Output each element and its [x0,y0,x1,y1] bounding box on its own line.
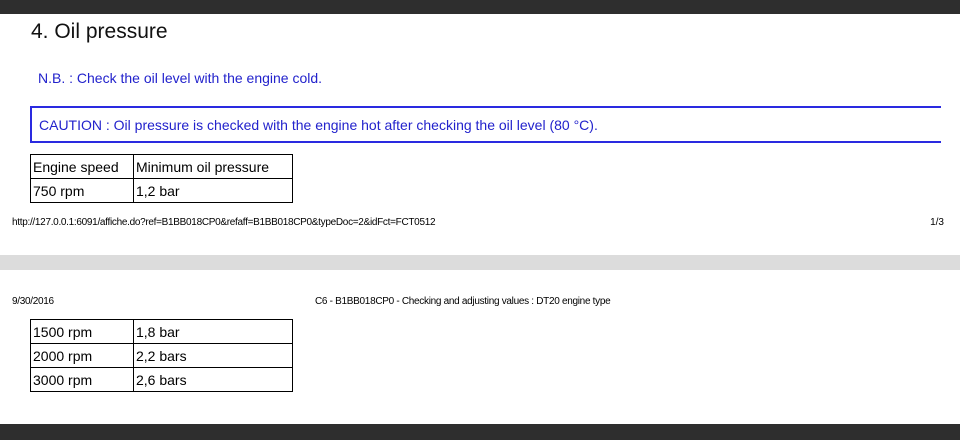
cell-oil-pressure: 2,6 bars [134,368,293,392]
cell-engine-speed: 1500 rpm [31,320,134,344]
section-title: 4. Oil pressure [31,20,168,43]
oil-pressure-table [30,154,293,203]
oil-pressure-table-continued [30,319,293,392]
cell-oil-pressure: 2,2 bars [134,344,293,368]
document-page-1 [0,14,960,255]
header-min-oil-pressure: Minimum oil pressure [134,155,293,179]
cell-engine-speed: 750 rpm [31,179,134,203]
page-separator [0,255,960,270]
caution-text: CAUTION : Oil pressure is checked with the engine hot after checking the oil level (80 °C). [39,117,598,133]
document-page-2 [0,270,960,424]
header-engine-speed: Engine speed [31,155,134,179]
table-row [31,179,293,203]
cell-engine-speed: 3000 rpm [31,368,134,392]
table-row [31,368,293,392]
table-row [31,320,293,344]
nb-note: N.B. : Check the oil level with the engine cold. [38,70,323,86]
cell-oil-pressure: 1,2 bar [134,179,293,203]
cell-engine-speed: 2000 rpm [31,344,134,368]
footer-page-number: 1/3 [930,217,944,228]
caution-box [30,106,941,143]
cell-oil-pressure: 1,8 bar [134,320,293,344]
header-document-title: C6 - B1BB018CP0 - Checking and adjusting values : DT20 engine type [315,296,611,307]
header-date: 9/30/2016 [12,296,54,307]
table-header-row [31,155,293,179]
table-row [31,344,293,368]
footer-url: http://127.0.0.1:6091/affiche.do?ref=B1BB018CP0&refaff=B1BB018CP0&typeDoc=2&idFct=FCT0512 [12,217,436,228]
